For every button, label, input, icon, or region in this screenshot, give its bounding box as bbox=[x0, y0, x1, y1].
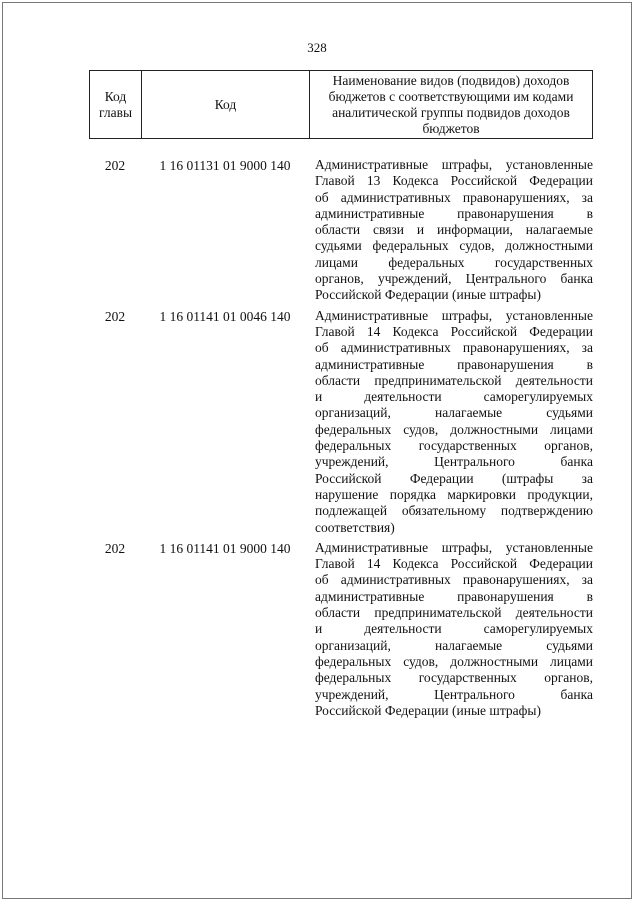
description-line: организаций, налагаемые судьями bbox=[315, 405, 593, 421]
page-number: 328 bbox=[307, 40, 327, 55]
row-description bbox=[309, 157, 593, 304]
header-chapter-code: Код главы bbox=[90, 71, 142, 138]
description-line: Российской Федерации (штрафы за bbox=[315, 470, 593, 486]
table-header bbox=[89, 70, 593, 139]
description-line: федеральных государственных органов, bbox=[315, 438, 593, 454]
description-line: лицами федеральных государственных bbox=[315, 254, 593, 270]
row-chapter-code: 202 bbox=[104, 308, 126, 324]
description-line: Российской Федерации (иные штрафы) bbox=[315, 287, 541, 303]
table-body bbox=[89, 157, 593, 723]
description-line: организаций, налагаемые судьями bbox=[315, 637, 593, 653]
description-line: и деятельности саморегулируемых bbox=[315, 621, 593, 637]
description-line: об административных правонарушениях, за bbox=[315, 189, 593, 205]
description-line: Административные штрафы, установленные bbox=[315, 539, 593, 555]
description-line: Российской Федерации (иные штрафы) bbox=[315, 702, 541, 718]
table-row bbox=[89, 308, 593, 536]
description-line: административные правонарушения в bbox=[315, 588, 593, 604]
description-line: соответствия) bbox=[315, 519, 395, 535]
row-description bbox=[309, 308, 593, 536]
table-row bbox=[89, 540, 593, 719]
description-line: Главой 13 Кодекса Российской Федерации bbox=[315, 173, 593, 189]
description-line: и деятельности саморегулируемых bbox=[315, 389, 593, 405]
description-line: нарушение порядка маркировки продукции, bbox=[315, 486, 593, 502]
description-line: области предпринимательской деятельности bbox=[315, 372, 593, 388]
header-name: Наименование видов (подвидов) доходов бюджетов с соответствующими им кодами аналитической группы подвидов доходов бюджетов bbox=[328, 72, 574, 136]
description-line: федеральных государственных органов, bbox=[315, 670, 593, 686]
description-line: судьями федеральных судов, должностными bbox=[315, 238, 593, 254]
table-row bbox=[89, 157, 593, 304]
description-line: органов, учреждений, Центрального банка bbox=[315, 271, 593, 287]
description-line: области предпринимательской деятельности bbox=[315, 605, 593, 621]
row-code: 1 16 01141 01 9000 140 bbox=[159, 540, 291, 556]
description-line: области связи и информации, налагаемые bbox=[315, 222, 593, 238]
description-line: Административные штрафы, установленные bbox=[315, 157, 593, 172]
document-page bbox=[2, 2, 632, 899]
row-code: 1 16 01141 01 0046 140 bbox=[159, 308, 291, 324]
description-line: федеральных судов, должностными лицами bbox=[315, 421, 593, 437]
row-description bbox=[309, 540, 593, 719]
description-line: Главой 14 Кодекса Российской Федерации bbox=[315, 556, 593, 572]
row-chapter-code: 202 bbox=[104, 158, 126, 173]
description-line: учреждений, Центрального банка bbox=[315, 686, 593, 702]
description-line: об административных правонарушениях, за bbox=[315, 572, 593, 588]
description-line: об административных правонарушениях, за bbox=[315, 340, 593, 356]
description-line: Административные штрафы, установленные bbox=[315, 307, 593, 323]
description-line: административные правонарушения в bbox=[315, 356, 593, 372]
row-code: 1 16 01131 01 9000 140 bbox=[159, 158, 291, 173]
description-line: федеральных судов, должностными лицами bbox=[315, 653, 593, 669]
description-line: подлежащей обязательному подтверждению bbox=[315, 503, 593, 519]
header-code: Код bbox=[142, 71, 310, 138]
description-line: учреждений, Центрального банка bbox=[315, 454, 593, 470]
description-line: Главой 14 Кодекса Российской Федерации bbox=[315, 323, 593, 339]
row-chapter-code: 202 bbox=[104, 540, 126, 556]
description-line: административные правонарушения в bbox=[315, 205, 593, 221]
